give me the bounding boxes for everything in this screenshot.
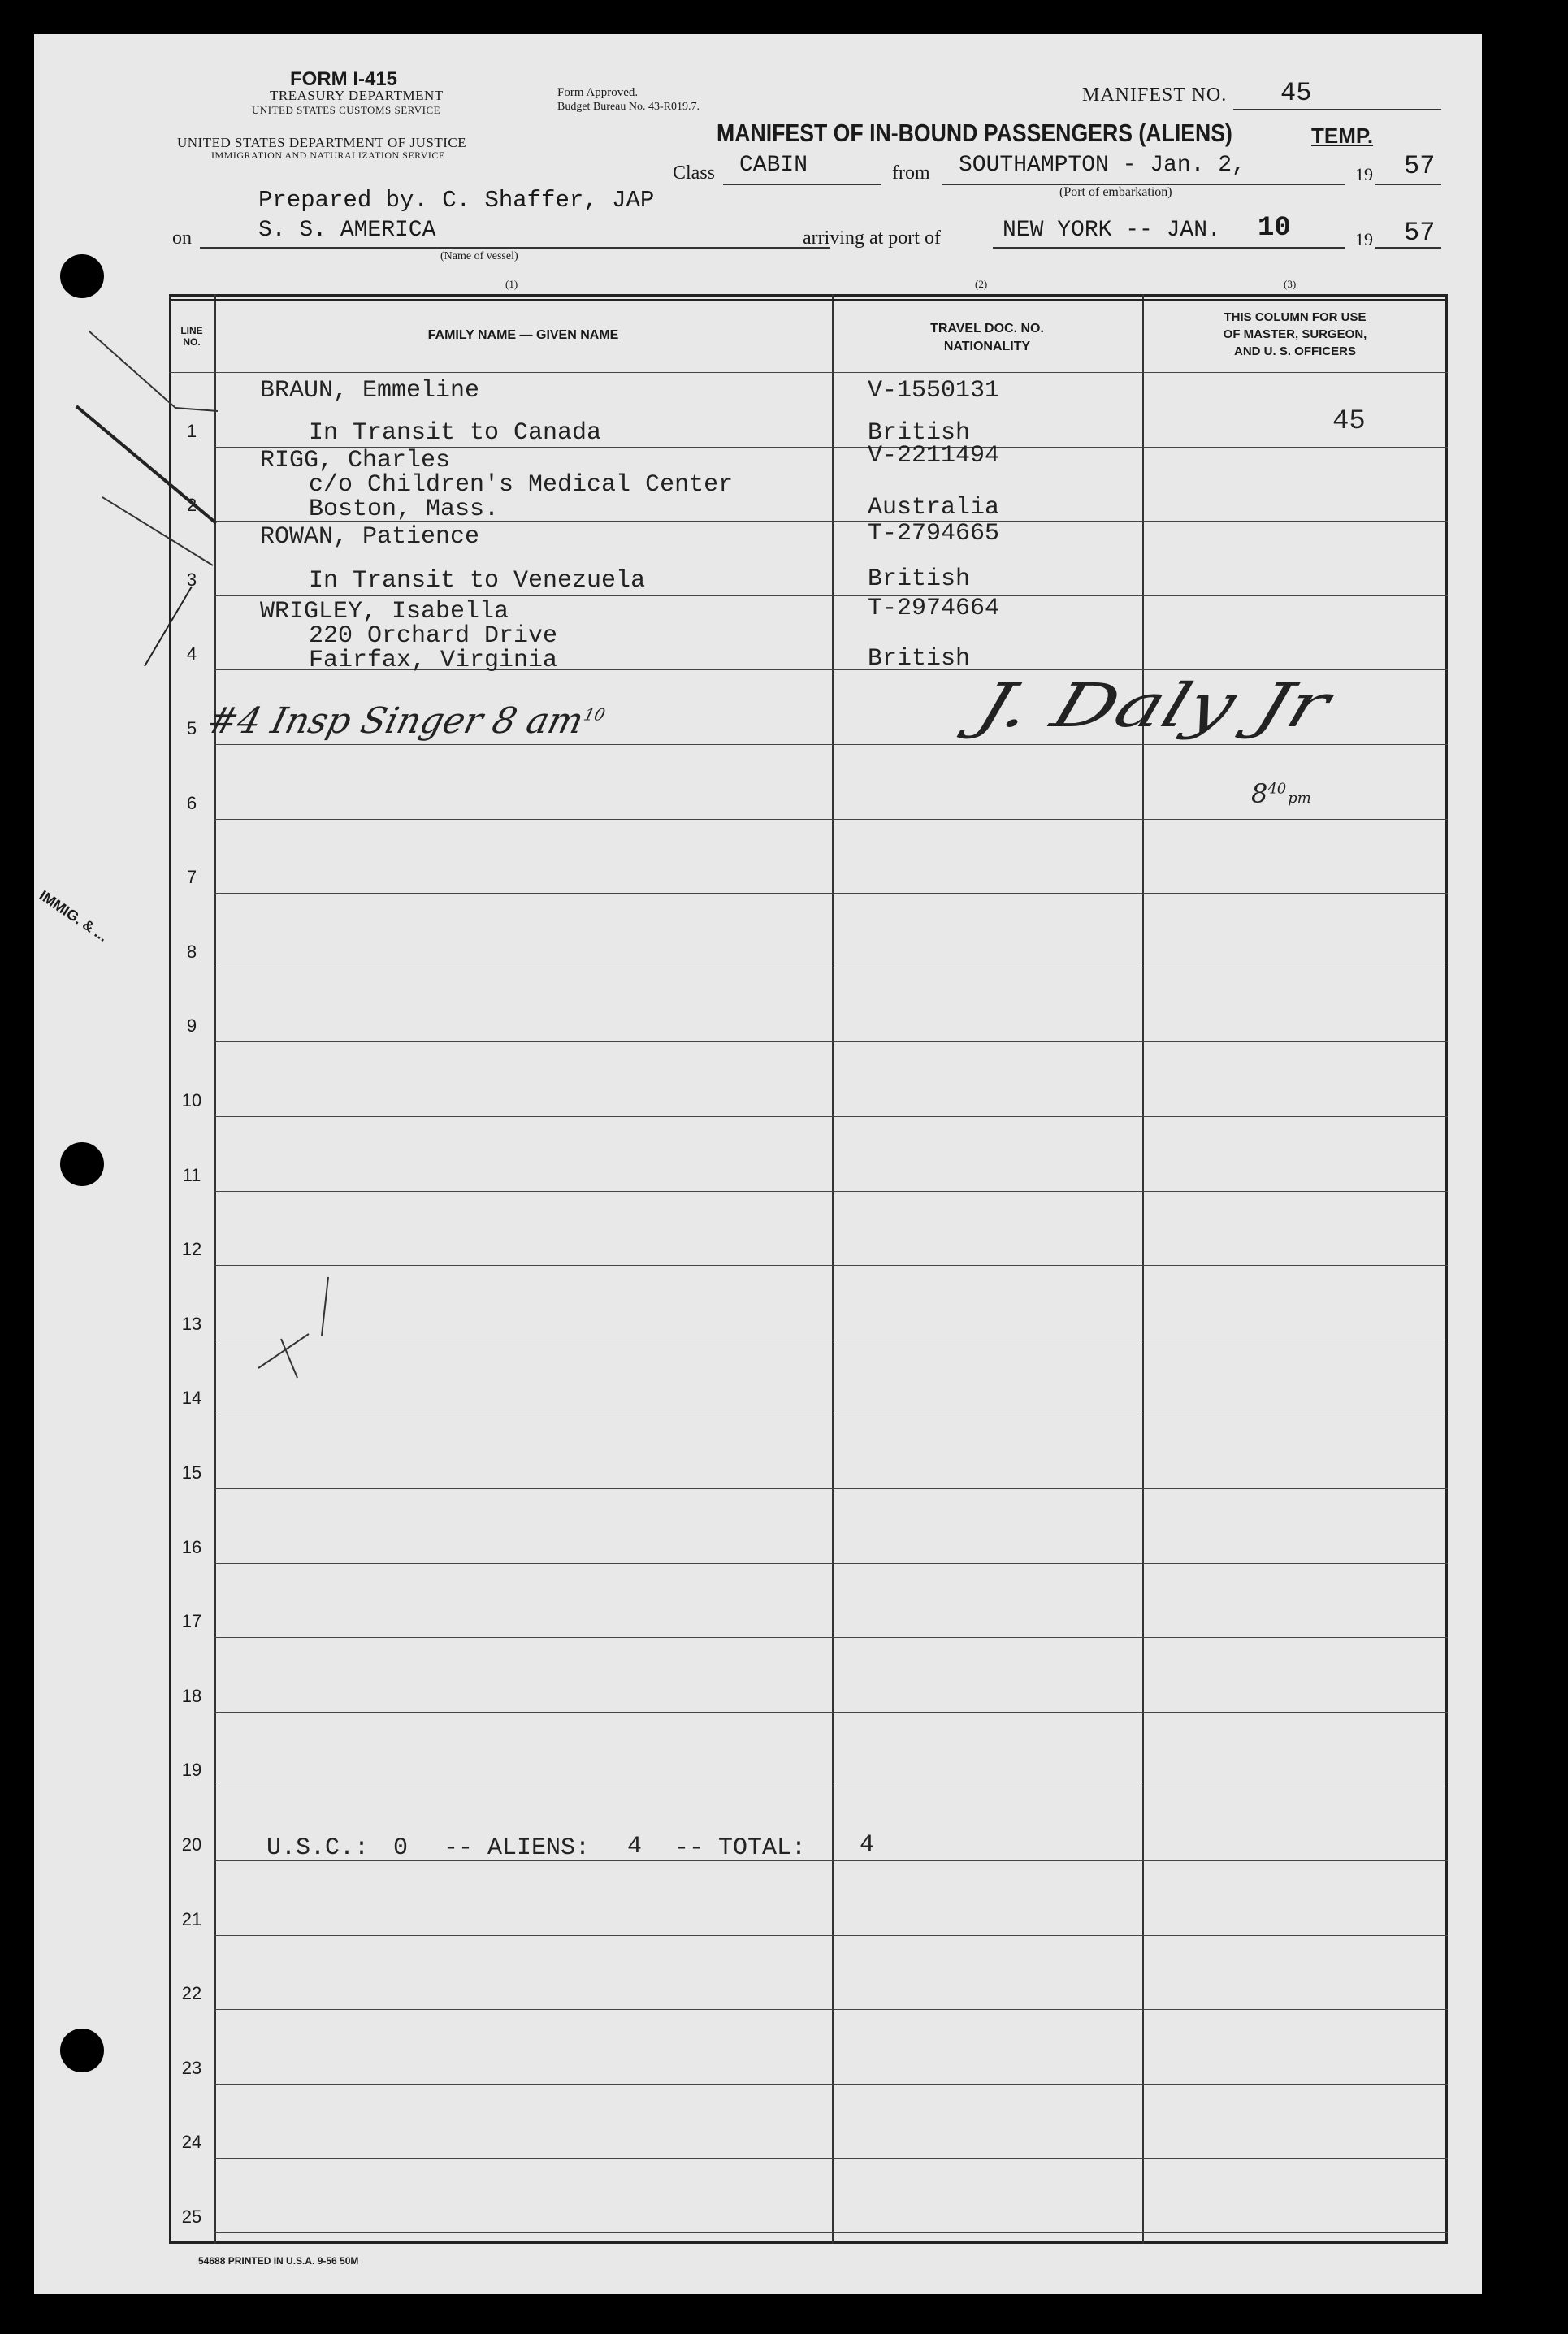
aliens-count: 4: [627, 1833, 643, 1860]
nationality: Australia: [868, 494, 1000, 522]
nationality: British: [868, 419, 971, 447]
passenger-detail: Boston, Mass.: [309, 496, 500, 523]
row-divider: [214, 1191, 1448, 1192]
col-number-3: (3): [1284, 278, 1297, 290]
line-number: 12: [181, 1239, 202, 1260]
line-number: 3: [186, 569, 197, 590]
punch-hole: [60, 1142, 104, 1186]
line-number: 1: [186, 420, 197, 441]
total-count: 4: [860, 1831, 875, 1859]
passenger-detail: Fairfax, Virginia: [309, 647, 558, 674]
row-divider: [214, 1935, 1448, 1936]
row-divider: [214, 595, 1448, 596]
line-no-header: LINE NO.: [180, 325, 203, 348]
officers-header: THIS COLUMN FOR USE OF MASTER, SURGEON, AND U. S. OFFICERS: [1223, 310, 1367, 358]
line-number: 15: [181, 1462, 202, 1483]
line-number: 2: [186, 495, 197, 516]
ins-service: IMMIGRATION AND NATURALIZATION SERVICE: [211, 149, 445, 161]
port-caption: (Port of embarkation): [1059, 185, 1172, 199]
form-title: MANIFEST OF IN-BOUND PASSENGERS (ALIENS): [717, 119, 1232, 147]
justice-dept: UNITED STATES DEPARTMENT OF JUSTICE: [177, 135, 467, 150]
row-divider: [214, 893, 1448, 894]
usc-label: U.S.C.:: [266, 1834, 370, 1862]
pencil-mark: [244, 1272, 341, 1386]
line-number: 5: [186, 718, 197, 738]
line-number: 19: [181, 1760, 202, 1781]
form-approved: Form Approved.: [557, 86, 639, 99]
col-number-1: (1): [505, 278, 518, 290]
row-divider: [214, 2158, 1448, 2159]
line-number: 9: [186, 1015, 197, 1037]
passenger-detail: In Transit to Venezuela: [309, 567, 646, 595]
row-divider: [214, 819, 1448, 820]
passenger-detail: In Transit to Canada: [309, 419, 602, 447]
row-divider: [214, 1637, 1448, 1638]
line-number: 24: [181, 2132, 202, 2153]
budget-bureau-no: Budget Bureau No. 43-R019.7.: [557, 101, 700, 113]
travel-doc-no: V-2211494: [868, 442, 1000, 470]
line-number: 22: [181, 1983, 202, 2004]
punch-hole: [60, 254, 104, 298]
manifest-no-label: MANIFEST NO.: [1082, 84, 1228, 106]
travel-doc-no: T-2794665: [868, 520, 1000, 548]
arrival-year: 57: [1404, 218, 1436, 248]
line-number: 7: [186, 867, 197, 888]
arriving-label: arriving at port of: [803, 227, 941, 249]
row-divider: [214, 744, 1448, 745]
side-stamp: IMMIG. & ...: [36, 887, 111, 945]
inspector-note: #4 Insp Singer 8 $am^{10}$: [202, 700, 608, 742]
treasury-dept: TREASURY DEPARTMENT: [270, 88, 444, 103]
line-number: 21: [181, 1908, 202, 1929]
line-number: 20: [181, 1834, 202, 1855]
passenger-name: BRAUN, Emmeline: [260, 377, 480, 405]
line-number: 10: [181, 1090, 202, 1111]
customs-service: UNITED STATES CUSTOMS SERVICE: [252, 104, 441, 116]
punch-hole: [60, 2029, 104, 2072]
travel-doc-no: V-1550131: [868, 377, 1000, 405]
temp-stamp: TEMP.: [1311, 123, 1374, 148]
embark-year: 57: [1404, 151, 1436, 181]
vessel-caption: (Name of vessel): [440, 250, 518, 262]
row-divider: [214, 1265, 1448, 1266]
line-number: 18: [181, 1685, 202, 1706]
signature: J. Daly Jr: [968, 671, 1338, 741]
row-divider: [214, 1116, 1448, 1117]
row-divider: [214, 2232, 1448, 2233]
vessel-name: S. S. AMERICA: [258, 218, 436, 243]
on-label: on: [172, 227, 192, 249]
row-divider: [214, 1488, 1448, 1489]
prepared-by: Prepared by. C. Shaffer, JAP: [258, 187, 655, 214]
passenger-name: RIGG, Charles: [260, 447, 451, 474]
check-marks: [70, 322, 297, 679]
signature-time: $8^{40}pm$: [1251, 778, 1311, 809]
family-name-header: FAMILY NAME — GIVEN NAME: [427, 328, 619, 342]
travel-doc-no: T-2974664: [868, 595, 1000, 622]
travel-doc-header: TRAVEL DOC. NO. NATIONALITY: [930, 322, 1044, 353]
line-number: 17: [181, 1611, 202, 1632]
line-number: 8: [186, 941, 197, 962]
nationality: British: [868, 645, 971, 673]
from-label: from: [892, 162, 930, 184]
line-number: 23: [181, 2057, 202, 2078]
col-number-2: (2): [975, 278, 988, 290]
row-divider: [214, 1712, 1448, 1713]
class-value: CABIN: [739, 153, 808, 178]
year-prefix-2: 19: [1355, 229, 1373, 249]
officer-note: 45: [1332, 406, 1366, 437]
print-footer: 54688 PRINTED IN U.S.A. 9-56 50M: [198, 2255, 359, 2267]
nationality: British: [868, 565, 971, 593]
passenger-name: ROWAN, Patience: [260, 523, 480, 551]
line-number: 11: [182, 1164, 201, 1185]
usc-count: 0: [393, 1834, 409, 1862]
arrival-port: NEW YORK -- JAN.: [1003, 218, 1221, 243]
class-label: Class: [673, 162, 716, 184]
line-number: 4: [186, 643, 197, 665]
passenger-detail: 220 Orchard Drive: [309, 622, 558, 650]
passenger-name: WRIGLEY, Isabella: [260, 598, 509, 626]
manifest-no-value: 45: [1280, 78, 1312, 108]
line-number: 14: [181, 1388, 202, 1409]
port-of-embarkation: SOUTHAMPTON - Jan. 2,: [959, 153, 1245, 178]
aliens-label: -- ALIENS:: [444, 1834, 591, 1862]
form-number: FORM I-415: [290, 68, 398, 90]
passenger-detail: c/o Children's Medical Center: [309, 471, 734, 499]
line-number: 25: [181, 2206, 202, 2227]
total-label: -- TOTAL:: [674, 1834, 807, 1862]
line-number: 6: [186, 792, 197, 813]
row-divider: [214, 1041, 1448, 1042]
row-divider: [214, 2009, 1448, 2010]
year-prefix-1: 19: [1355, 164, 1373, 184]
arrival-day: 10: [1258, 213, 1291, 244]
row-divider: [214, 1563, 1448, 1564]
row-divider: [214, 2084, 1448, 2085]
line-number: 13: [181, 1313, 202, 1334]
line-number: 16: [181, 1536, 202, 1557]
